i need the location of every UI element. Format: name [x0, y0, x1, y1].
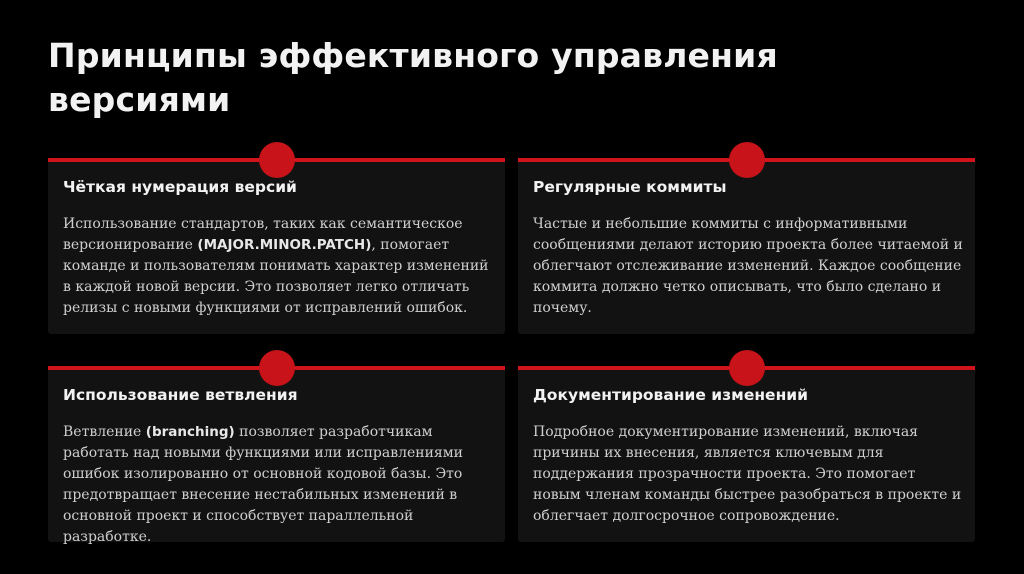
- card-text: Частые и небольшие коммиты с информативными сообщениями делают историю проекта более читаемой и облегчают отслеживание изменений. Каждое сообщение коммита должно четко описывать, что было сделано и почему.: [533, 216, 963, 316]
- slide-title: [48, 34, 948, 122]
- slide-title-line-1: Принципы эффективного управления: [48, 36, 778, 75]
- card-text: [63, 214, 495, 319]
- card-text-code: (MAJOR.MINOR.PATCH): [197, 237, 372, 253]
- card-heading: Использование ветвления: [63, 386, 298, 404]
- card-change-documentation: [518, 366, 975, 542]
- card-heading: Чёткая нумерация версий: [63, 178, 297, 196]
- card-heading: Регулярные коммиты: [533, 178, 727, 196]
- card-text: Подробное документирование изменений, включая причины их внесения, является ключевым для поддержания прозрачности проекта. Это помогает новым членам команды быстрее разобраться в проекте и облегчает долгосрочное сопровождение.: [533, 424, 962, 524]
- card-accent-dot: [259, 350, 295, 386]
- card-accent-dot: [729, 350, 765, 386]
- card-text-part: , помогает команде и пользователям понимать характер изменений в каждой новой версии. Это позволяет легко отличать релизы с новыми функциями от исправлений ошибок.: [63, 237, 489, 316]
- card-text-part: позволяет разработчикам работать над новыми функциями или исправлениями ошибок изолированно от основной кодовой базы. Это предотвращает внесение нестабильных изменений в основной проект и способствует параллельной разработке.: [63, 424, 463, 545]
- card-branching: [48, 366, 505, 545]
- card-text-part: Ветвление: [63, 424, 146, 440]
- card-accent-dot: [729, 142, 765, 178]
- card-version-numbering: [48, 158, 505, 334]
- card-regular-commits: [518, 158, 975, 334]
- card-accent-dot: [259, 142, 295, 178]
- card-text-code: (branching): [145, 424, 235, 440]
- card-text: [63, 422, 495, 548]
- card-heading: Документирование изменений: [533, 386, 809, 404]
- slide-title-line-2: версиями: [48, 80, 231, 119]
- card-text-part: Использование стандартов, таких как семантическое версионирование: [63, 216, 463, 253]
